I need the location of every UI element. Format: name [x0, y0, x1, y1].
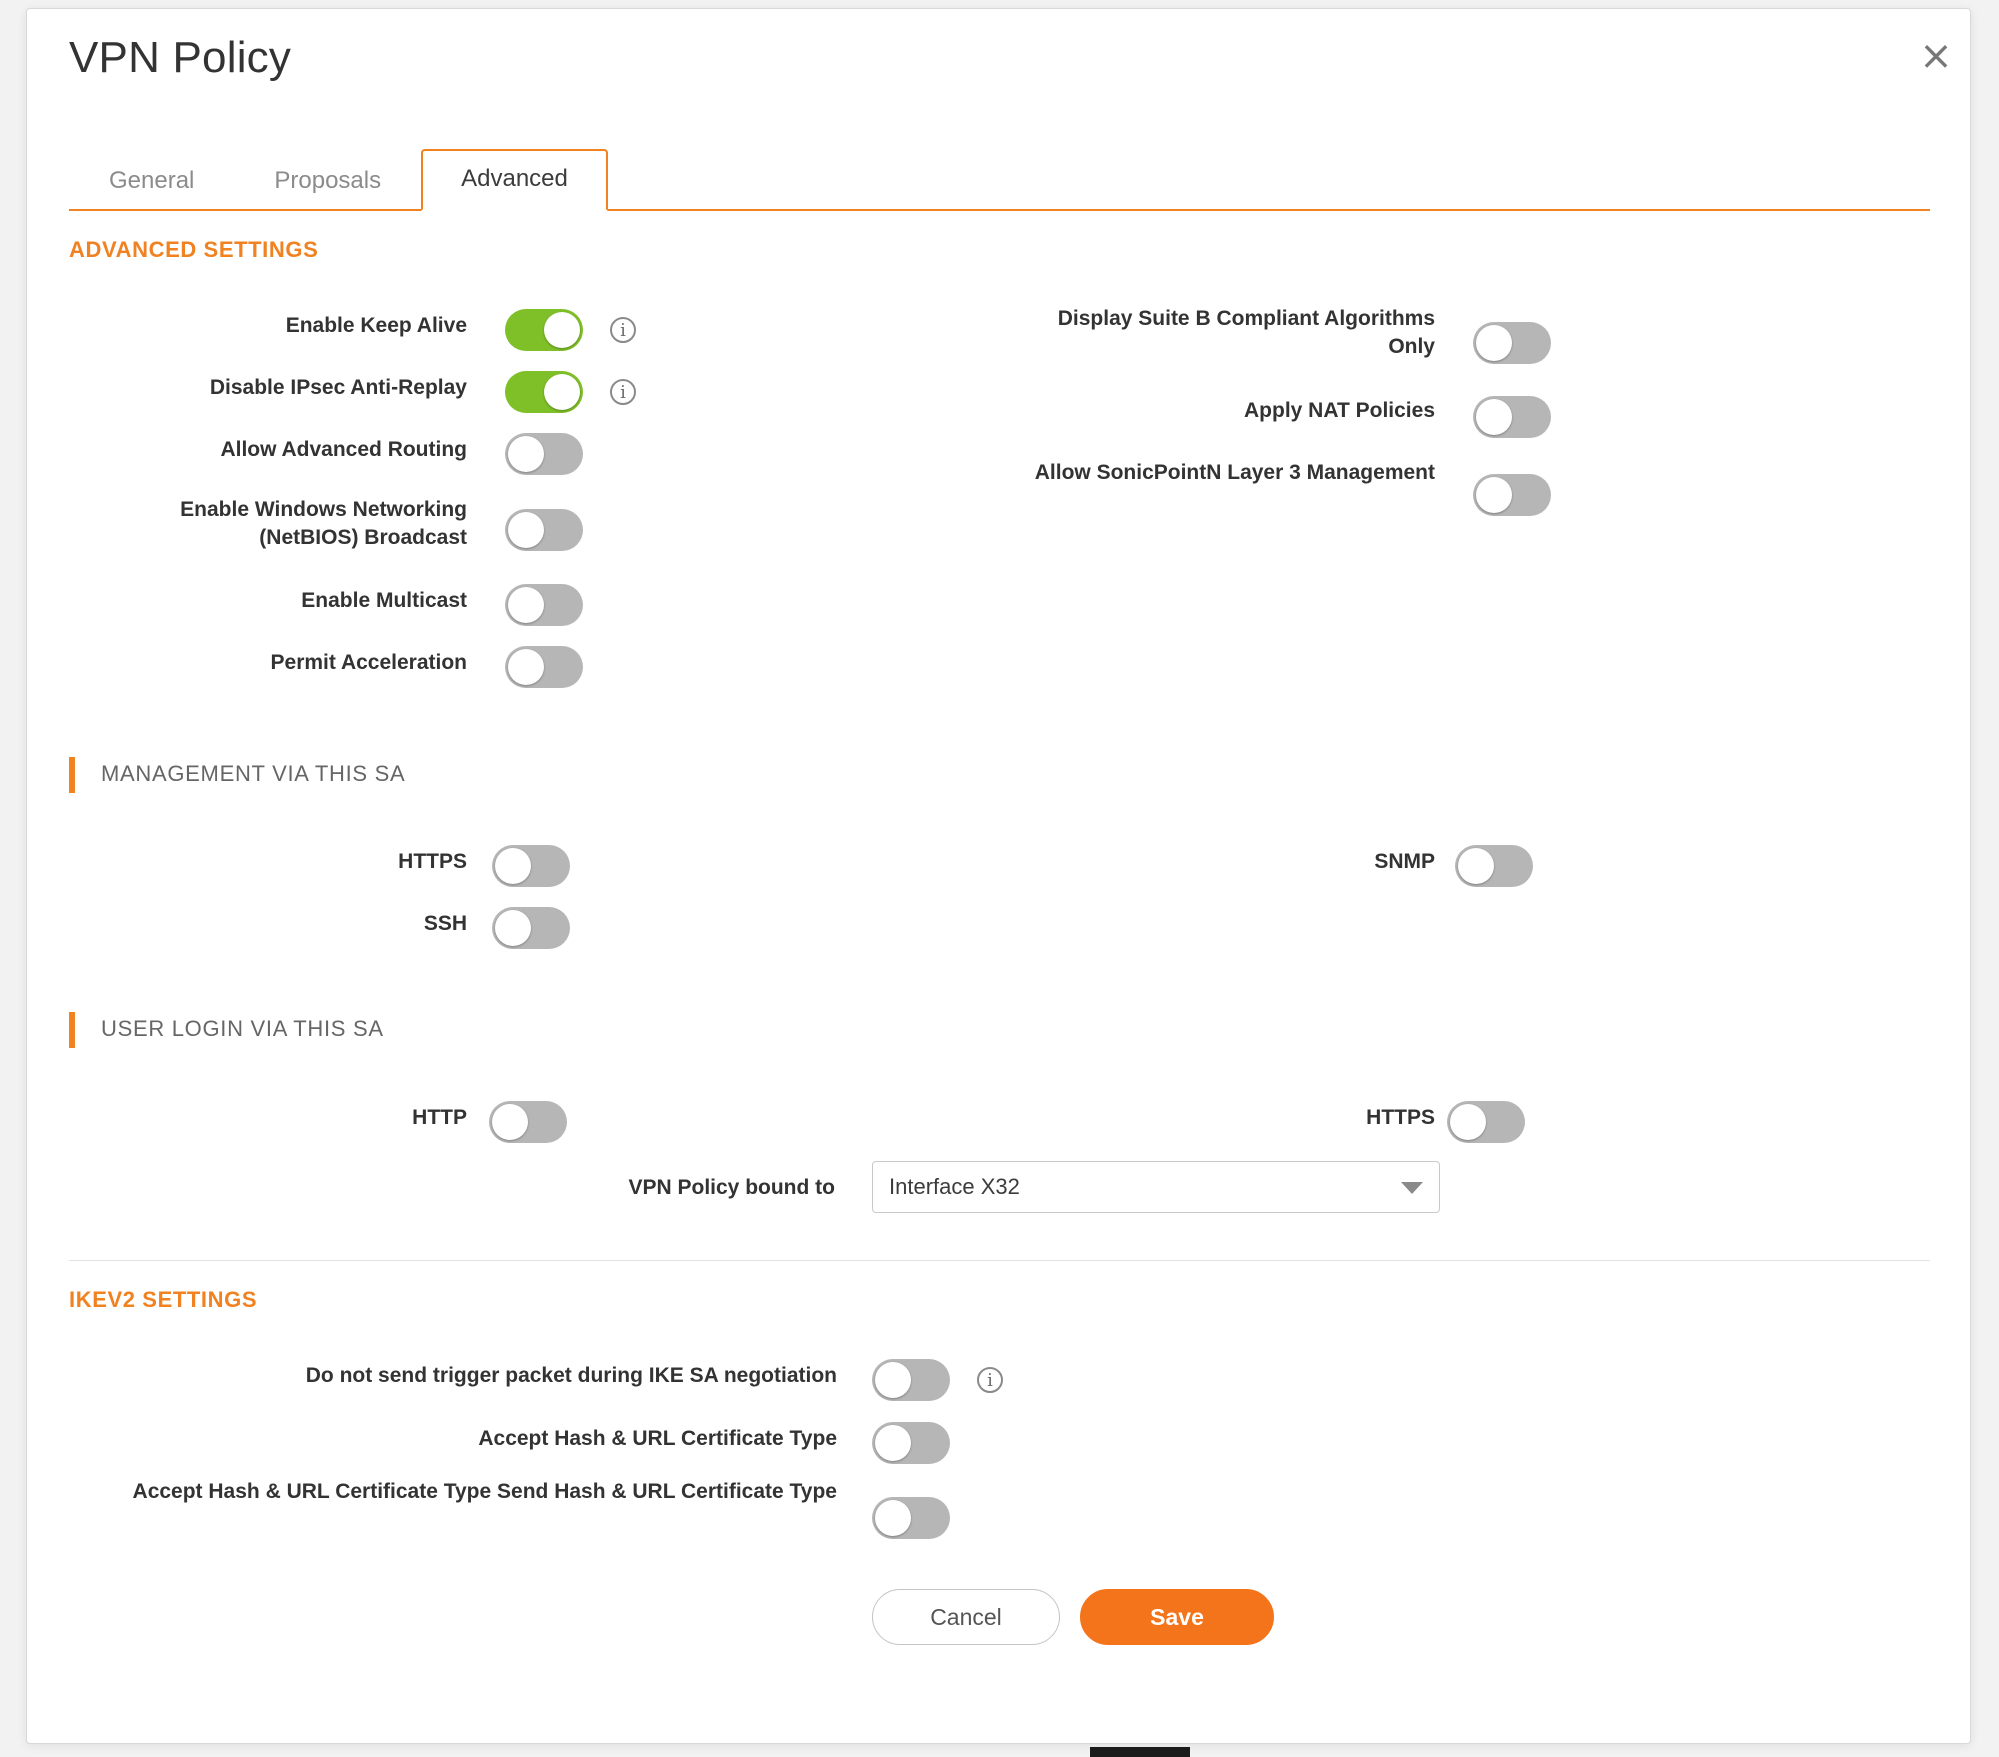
toggle-accept-send-hash-url-cert[interactable]: [872, 1497, 950, 1539]
taskbar-strip: [1090, 1747, 1190, 1757]
toggle-accept-hash-url-cert[interactable]: [872, 1422, 950, 1464]
label-mgmt-https: HTTPS: [398, 850, 467, 873]
label-no-trigger-packet: Do not send trigger packet during IKE SA negotiation: [305, 1364, 837, 1387]
label-accept-hash-url-cert: Accept Hash & URL Certificate Type: [478, 1427, 837, 1450]
toggle-display-suite-b[interactable]: [1473, 322, 1551, 364]
vpn-policy-bound-to-value: Interface X32: [889, 1174, 1020, 1199]
label-display-suite-b: Display Suite B Compliant Algorithms Only: [1057, 307, 1435, 359]
vpn-policy-bound-to-select[interactable]: [872, 1161, 1440, 1213]
advanced-settings-heading: ADVANCED SETTINGS: [69, 237, 319, 262]
label-enable-keep-alive: Enable Keep Alive: [285, 314, 467, 337]
close-icon[interactable]: ×: [1919, 33, 1953, 79]
tab-general[interactable]: General: [109, 167, 195, 194]
label-apply-nat-policies: Apply NAT Policies: [1244, 399, 1435, 422]
label-enable-multicast: Enable Multicast: [301, 589, 467, 612]
management-sa-heading: MANAGEMENT VIA THIS SA: [69, 761, 405, 787]
label-login-http: HTTP: [412, 1106, 467, 1129]
label-mgmt-ssh: SSH: [423, 912, 467, 935]
toggle-mgmt-snmp[interactable]: [1455, 845, 1533, 887]
page-title: VPN Policy: [69, 33, 292, 82]
label-allow-sonicpointn-l3: Allow SonicPointN Layer 3 Management: [1034, 461, 1435, 484]
tab-bar: [69, 149, 1930, 211]
info-icon-disable-ipsec-anti-replay[interactable]: i: [610, 379, 636, 405]
toggle-no-trigger-packet[interactable]: [872, 1359, 950, 1401]
toggle-mgmt-ssh[interactable]: [492, 907, 570, 949]
label-mgmt-snmp: SNMP: [1374, 850, 1435, 873]
toggle-allow-sonicpointn-l3[interactable]: [1473, 474, 1551, 516]
label-accept-send-hash-url-cert: Accept Hash & URL Certificate Type Send Hash & URL Certificate Type: [132, 1480, 837, 1503]
info-icon-no-trigger-packet[interactable]: i: [977, 1367, 1003, 1393]
toggle-enable-netbios-broadcast[interactable]: [505, 509, 583, 551]
save-button[interactable]: Save: [1080, 1589, 1274, 1645]
ikev2-settings-heading: IKEV2 SETTINGS: [69, 1287, 258, 1312]
toggle-enable-keep-alive[interactable]: [505, 309, 583, 351]
toggle-login-https[interactable]: [1447, 1101, 1525, 1143]
chevron-down-icon: [1401, 1182, 1423, 1194]
toggle-mgmt-https[interactable]: [492, 845, 570, 887]
label-allow-advanced-routing: Allow Advanced Routing: [220, 438, 467, 461]
label-vpn-policy-bound-to: VPN Policy bound to: [628, 1176, 835, 1199]
label-enable-netbios-broadcast: Enable Windows Networking (NetBIOS) Broadcast: [180, 498, 467, 550]
section-divider: [69, 1260, 1930, 1261]
toggle-apply-nat-policies[interactable]: [1473, 396, 1551, 438]
toggle-login-http[interactable]: [489, 1101, 567, 1143]
info-icon-enable-keep-alive[interactable]: i: [610, 317, 636, 343]
user-login-sa-heading: USER LOGIN VIA THIS SA: [69, 1016, 384, 1042]
cancel-button[interactable]: Cancel: [872, 1589, 1060, 1645]
tab-advanced[interactable]: Advanced: [421, 149, 608, 211]
toggle-allow-advanced-routing[interactable]: [505, 433, 583, 475]
toggle-enable-multicast[interactable]: [505, 584, 583, 626]
label-permit-acceleration: Permit Acceleration: [270, 651, 467, 674]
tab-proposals[interactable]: Proposals: [274, 167, 382, 194]
label-login-https: HTTPS: [1366, 1106, 1435, 1129]
toggle-permit-acceleration[interactable]: [505, 646, 583, 688]
vpn-policy-dialog: [26, 8, 1971, 1744]
label-disable-ipsec-anti-replay: Disable IPsec Anti-Replay: [209, 376, 467, 399]
toggle-disable-ipsec-anti-replay[interactable]: [505, 371, 583, 413]
